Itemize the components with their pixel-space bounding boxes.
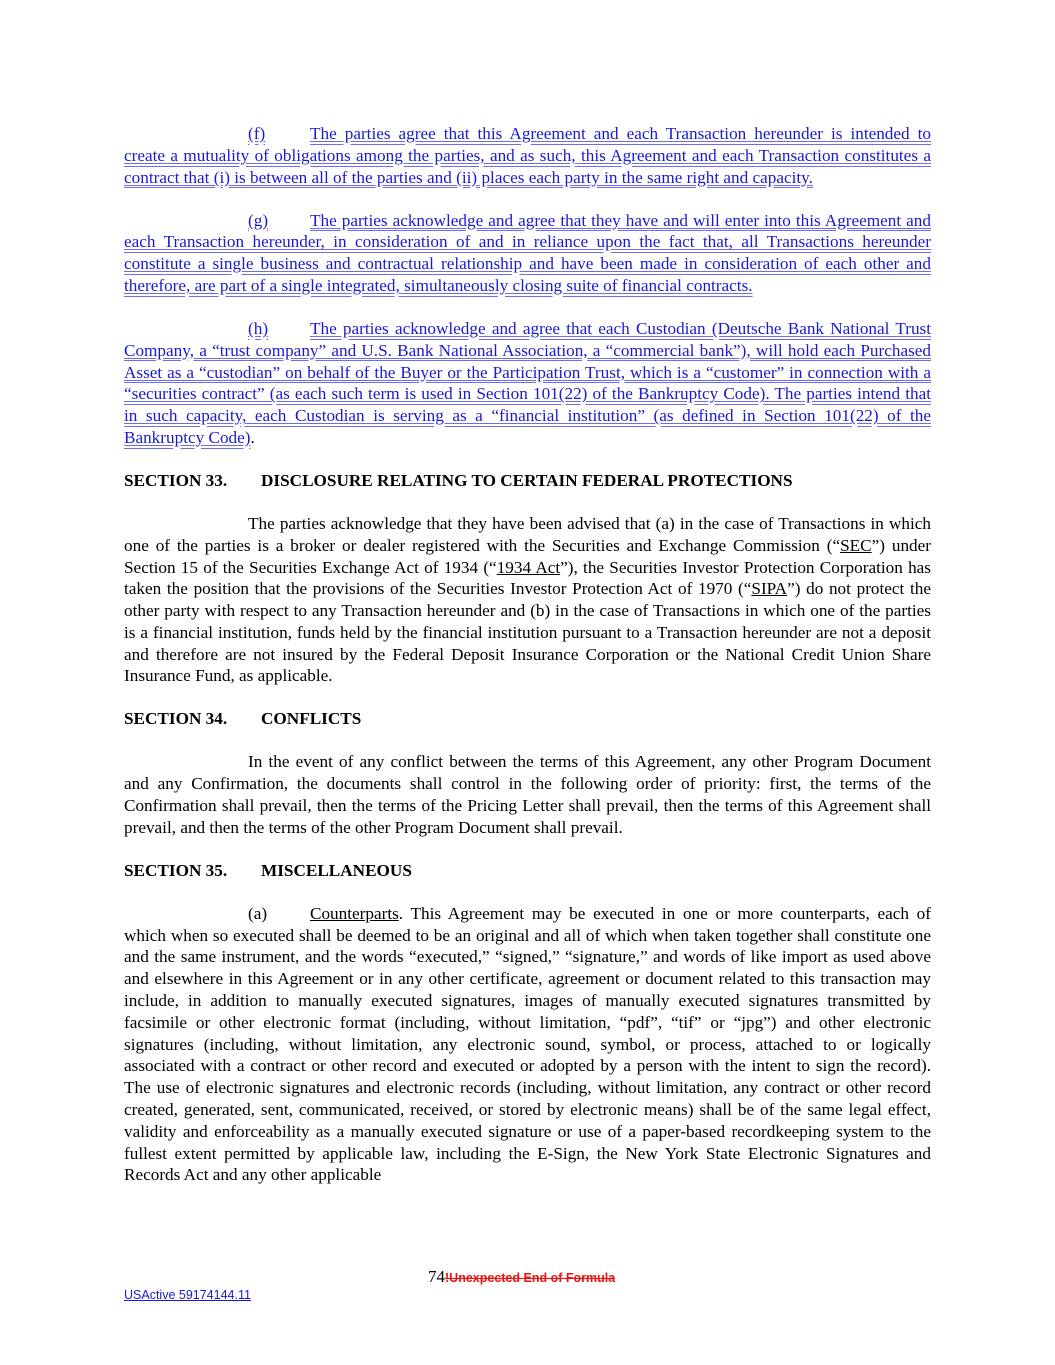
section-title: DISCLOSURE RELATING TO CERTAIN FEDERAL PROTECTIONS [261,470,793,490]
section-33-body [124,513,931,687]
section-title: MISCELLANEOUS [261,860,412,880]
section-title: CONFLICTS [261,709,362,729]
section-35-heading [124,860,931,882]
text-run: ”) do not protect the other party with respect to any Transaction hereunder and (b) in the case of Transactions in which one of the parties is a financial institution, funds held by the financial institution pursuant to a Transaction hereunder are not a deposit and therefore are not insured by the Federal Deposit Insurance Corporation or the National Credit Union Share Insurance Fund, as applicable. [124,579,931,686]
defined-term-sec: SEC [840,535,872,555]
document-id: USActive 59174144.11 [124,1288,251,1302]
page-number: 74 [428,1267,445,1286]
section-34-heading [124,708,931,730]
paragraph-label: (a) [248,903,268,923]
section-33-heading [124,470,931,492]
trailing-period: . [250,427,255,447]
field-error-text: !Unexpected End of Formula [445,1271,616,1285]
document-page [124,123,931,1186]
section-35-a-body [124,903,931,1186]
text-run: . This Agreement may be executed in one or more counterparts, each of which when so executed shall be deemed to be an original and all of which when taken together shall constitute one and the same instrument, and the words “executed,” “signed,” “signature,” and words of like import as used above and elsewhere in this Agreement or in any other certificate, agreement or document related to this transaction may include, in addition to manually executed signatures, images of manually executed signatures transmitted by facsimile or other electronic format (including, without limitation, “pdf”, “tif” or “jpg”) and other electronic signatures (including, without limitation, any electronic sound, symbol, or process, attached to or logically associated with a contract or other record and executed or adopted by a person with the intent to sign the record). The use of electronic signatures and electronic records (including, without limitation, any contract or other record created, generated, sent, communicated, received, or stored by electronic means) shall be of the same legal effect, validity and enforceability as a manually executed signature or use of a paper-based recordkeeping system to the fullest extent permitted by applicable law, including the E-Sign, the New York State Electronic Signatures and Records Act and any other applicable [124,903,931,1185]
inserted-text: The parties acknowledge and agree that they have and will enter into this Agreement and each Transaction hereunder, in consideration of and in reliance upon the fact that, all Transactions hereunder constitute a single business and contractual relationship and have been made in consideration of each other and therefore, are part of a single integrated, simultaneously closing suite of financial contracts. [124,210,931,295]
section-34-body: In the event of any conflict between the terms of this Agreement, any other Program Document and any Confirmation, the documents shall control in the following order of priority: first, the terms of the Confirmation shall prevail, then the terms of the Pricing Letter shall prevail, then the terms of this Agreement shall prevail, and then the terms of the other Program Document shall prevail. [124,752,931,837]
section-number: SECTION 33. [124,470,228,490]
paragraph-g [124,210,931,297]
inserted-text: The parties acknowledge and agree that each Custodian (Deutsche Bank National Trust Company, a “trust company” and U.S. Bank National Association, a “commercial bank”), will hold each Purchased Asset as a “custodian” on behalf of the Buyer or the Participation Trust, which is a “customer” in connection with a “securities contract” (as each such term is used in Section 101(22) of the Bankruptcy Code). The parties intend that in such capacity, each Custodian is serving as a “financial institution” (as defined in Section 101(22) of the Bankruptcy Code) [124,318,931,447]
paragraph-label: (g) [248,210,269,230]
defined-term-1934-act: 1934 Act [496,557,561,577]
paragraph-label: (f) [248,124,266,143]
text-run: ”) under Section 15 of the Securities Exchange Act of 1934 (“ [124,535,931,577]
text-run: The parties acknowledge that they have been advised that (a) in the case of Transactions in which one of the parties is a broker or dealer registered with the Securities and Exchange Commission (“ [124,513,931,555]
paragraph-h [124,318,931,449]
inserted-text: The parties agree that this Agreement and each Transaction hereunder is intended to create a mutuality of obligations among the parties, and as such, this Agreement and each Transaction constitutes a contract that (i) is between all of the parties and (ii) places each party in the same right and capacity. [124,124,931,187]
paragraph-label: (h) [248,318,269,338]
defined-term-sipa: SIPA [751,579,788,599]
section-number: SECTION 34. [124,709,228,729]
subsection-heading: Counterparts [310,903,399,923]
section-number: SECTION 35. [124,860,228,880]
page-footer [428,1267,615,1287]
paragraph-f [124,123,931,188]
text-run: ”), the Securities Investor Protection Corporation has taken the position that the provisions of the Securities Investor Protection Act of 1970 (“ [124,557,931,599]
